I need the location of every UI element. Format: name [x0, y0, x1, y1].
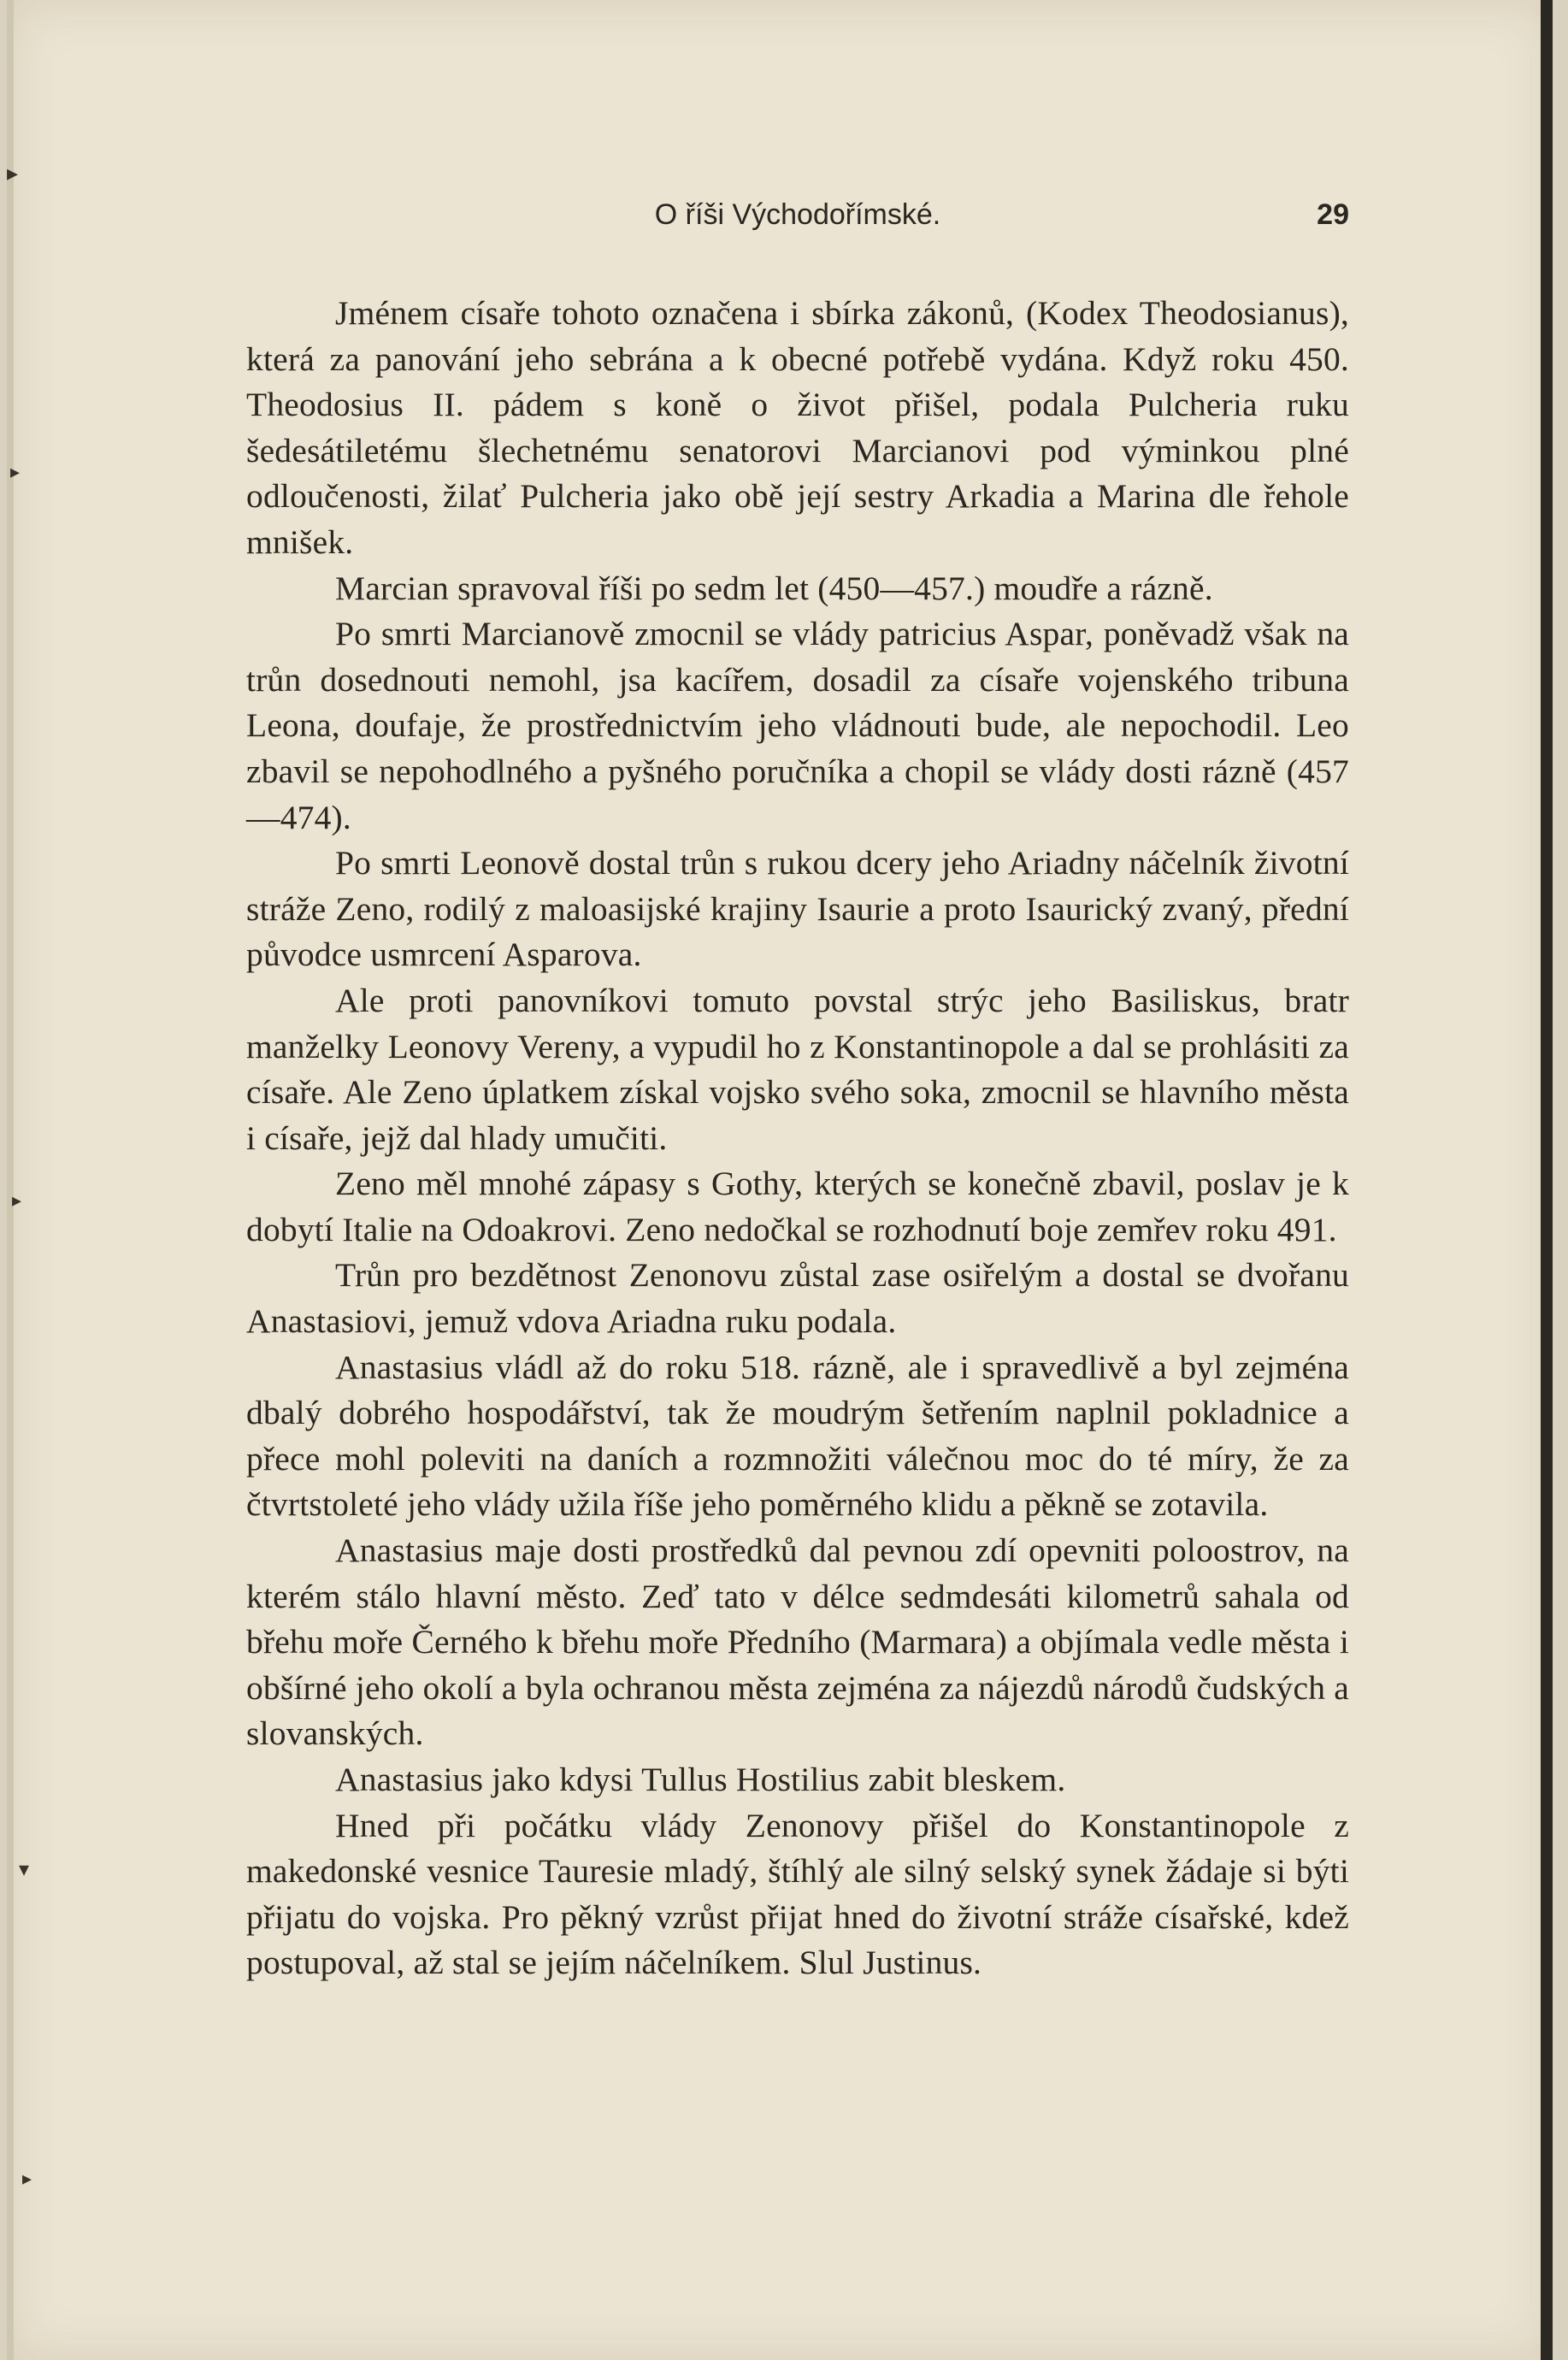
paragraph: Zeno měl mnohé zápasy s Gothy, kterých se konečně zbavil, poslav je k dobytí Italie na Odoakrovi. Zeno nedočkal se rozhodnutí boje zemřev roku 491.: [246, 1165, 1349, 1248]
paragraph: Jménem císaře tohoto označena i sbírka zákonů, (Kodex Theodosianus), která za panování jeho sebrána a k obecné potřebě vydána. Když roku 450. Theodosius II. pádem s koně o život přišel, podala Pulcheria ruku šedesátiletému šlechetnému senatorovi Marcianovi pod výminkou plné odloučenosti, žilať Pulcheria jako obě její sestry Arkadia a Marina dle řehole mnišek.: [246, 294, 1349, 561]
body-text: [246, 291, 1349, 1986]
page-right-edge: [1541, 0, 1553, 2360]
paragraph: Anastasius jako kdysi Tullus Hostilius zabit bleskem.: [335, 1761, 1066, 1798]
page-number: 29: [1317, 198, 1349, 231]
binding-mark-icon: ▸: [10, 462, 21, 483]
paragraph: Marcian spravoval říši po sedm let (450—457.) moudře a rázně.: [335, 569, 1213, 607]
paragraph: Anastasius maje dosti prostředků dal pevnou zdí opevniti poloostrov, na kterém stálo hlavní město. Zeď tato v délce sedmdesáti kilometrů sahala od břehu moře Černého k břehu moře Předního (Marmara) a objímala vedle města i obšírné jeho okolí a byla ochranou města zejména za nájezdů národů čudských a slovanských.: [246, 1531, 1349, 1753]
paragraph: Po smrti Leonově dostal trůn s rukou dcery jeho Ariadny náčelník životní stráže Zeno, rodilý z maloasijské krajiny Isaurie a proto Isaurický zvaný, přední původce usmrcení Asparova.: [246, 844, 1349, 974]
page-left-edge: [7, 0, 14, 2360]
binding-mark-icon: ▸: [12, 1190, 22, 1212]
binding-mark-icon: ▸: [22, 2168, 32, 2190]
paragraph: Hned při počátku vlády Zenonovy přišel do Konstantinopole z makedonské vesnice Tauresie mladý, štíhlý ale silný selský synek žádaje si býti přijatu do vojska. Pro pěkný vzrůst přijat hned do životní stráže císařské, kdež postupoval, až stal se jejím náčelníkem. Slul Justinus.: [246, 1806, 1349, 1982]
binding-mark-icon: ▸: [7, 161, 19, 186]
book-page: [7, 0, 1553, 2360]
binding-mark-icon: ▾: [19, 1857, 30, 1881]
paragraph: Anastasius vládl až do roku 518. rázně, ale i spravedlivě a byl zejména dbalý dobrého hospodářství, tak že moudrým šetřením naplnil pokladnice a přece mohl poleviti na daních a rozmnožiti válečnou moc do té míry, že za čtvrtstoleté jeho vlády užila říše jeho poměrného klidu a pěkně se zotavila.: [246, 1348, 1349, 1524]
running-title: O říši Východořímské.: [654, 198, 941, 231]
paragraph: Po smrti Marcianově zmocnil se vlády patricius Aspar, poněvadž však na trůn dosednouti nemohl, jsa kacířem, dosadil za císaře vojenského tribuna Leona, doufaje, že prostřednictvím jeho vládnouti bude, ale nepochodil. Leo zbavil se nepohodlného a pyšného poručníka a chopil se vlády dosti rázně (457—474).: [246, 615, 1349, 836]
paragraph: Ale proti panovníkovi tomuto povstal strýc jeho Basiliskus, bratr manželky Leonovy Vereny, a vypudil ho z Konstantinopole a dal se prohlásiti za císaře. Ale Zeno úplatkem získal vojsko svého soka, zmocnil se hlavního města i císaře, jejž dal hlady umučiti.: [246, 981, 1349, 1157]
running-header: [246, 198, 1349, 239]
paragraph: Trůn pro bezdětnost Zenonovu zůstal zase osiřelým a dostal se dvořanu Anastasiovi, jemuž vdova Ariadna ruku podala.: [246, 1256, 1349, 1341]
